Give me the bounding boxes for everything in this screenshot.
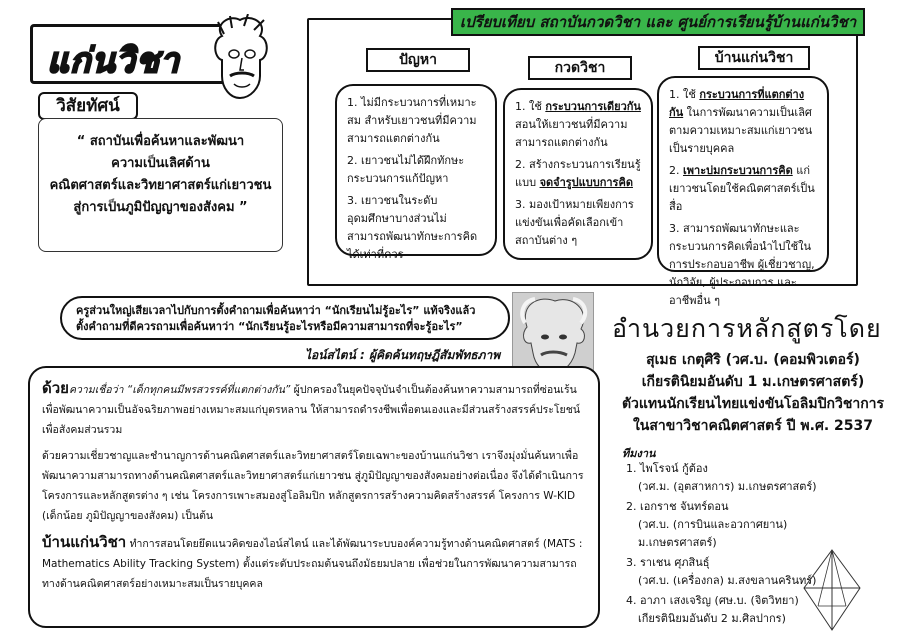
vision-line: ความเป็นเลิศด้าน xyxy=(111,156,210,171)
quote-line: ครูส่วนใหญ่เสียเวลาไปกับการตั้งคำถามเพื่อค้นหาว่า “นักเรียนไม่รู้อะไร” แท้จริงแล้ว xyxy=(76,304,476,317)
description-paragraph: ด้วยความเชื่อว่า “เด็กทุกคนมีพรสวรรค์ที่แตกต่างกัน” ผู้ปกครองในยุคปัจจุบันจำเป็นต้องค้นหาความสามารถที่ซ่อนเร้น เพื่อพัฒนาความเป็นอัจฉริยภาพอย่างเหมาะสมแก่บุตรหลาน ให้สามารถดำรงชีพเพื่อตนเองและมีส่วนสร้างสรรค์ประโยชน์เพื่อสังคมส่วนรวม xyxy=(42,379,581,436)
crystal-icon xyxy=(800,548,864,632)
einstein-caricature-icon xyxy=(210,14,272,100)
list-item: 2. เยาวชนไม่ได้ฝึกทักษะกระบวนการแก้ปัญหา xyxy=(347,154,465,185)
problem-header: ปัญหา xyxy=(366,48,470,72)
problem-list xyxy=(335,84,497,261)
description-paragraph: ด้วยความเชี่ยวชาญและชำนาญการด้านคณิตศาสตร์และวิทยาศาสตร์โดยเฉพาะของบ้านแก่นวิชา เราจึงมุ่งมั่นค้นหาเพื่อพัฒนาความสามารถทางด้านคณิตศาสตร์และวิทยาศาสตร์แก่เยาวชน สู่ภูมิปัญญาของสังคมอย่างต่อเนื่อง จึงได้ดำเนินการโครงการและหลักสูตรต่าง ๆ เช่น โครงการเพาะสมองสู่โอลิมปิก หลักสูตรการสร้างความคิดสร้างสรรค์ โครงการ W-KID (เด็กน้อย ภูมิปัญญาของสังคม) เป็นต้น xyxy=(42,450,584,522)
director-name: สุเมธ เกตุศิริ (วศ.บ. (คอมพิวเตอร์) เกียรตินิยมอันดับ 1 ม.เกษตรศาสตร์) ตัวแทนนักเรียนไทยแข่งขันโอลิมปิกวิชาการ ในสาขาวิชาคณิตศาสตร์ ปี พ.ศ. 2537 xyxy=(621,352,885,434)
list-item: 1. ไม่มีกระบวนการที่เหมาะสม สำหรับเยาวชนที่มีความสามารถแตกต่างกัน xyxy=(347,96,477,145)
quote-bubble xyxy=(60,296,510,340)
logo xyxy=(30,24,235,84)
vision-line: “ สถาบันเพื่อค้นหาและพัฒนา xyxy=(76,134,245,149)
list-item: 3. เยาวชนในระดับอุดมศึกษาบางส่วนไม่สามารถพัฒนาทักษะการคิดได้เท่าที่ควร xyxy=(347,194,478,261)
comparison-title: เปรียบเทียบ สถาบันกวดวิชา และ ศูนย์การเรียนรู้บ้านแก่นวิชา xyxy=(451,8,865,36)
list-item: 2. เอกราช จันทร์ดอน (วศ.บ. (การบินและอวกาศยาน) ม.เกษตรศาสตร์) xyxy=(626,500,788,549)
kaenwicha-header: บ้านแก่นวิชา xyxy=(698,46,810,70)
staff-label: ทีมงาน xyxy=(622,447,656,460)
description-box xyxy=(28,366,600,628)
director-title: อำนวยการหลักสูตรโดย xyxy=(612,314,882,343)
vision-line: สู่การเป็นภูมิปัญญาของสังคม ” xyxy=(73,200,248,215)
description-paragraph: บ้านแก่นวิชา ทำการสอนโดยยึดแนวคิดของไอน์สไตน์ และได้พัฒนาระบบองค์ความรู้ทางด้านคณิตศาสตร์ (MATS : Mathematics Ability Tracking System) ตั้งแต่ระดับประถมต้นจนถึงมัธยมปลาย เพื่อช่วยในการพัฒนาความสามารถทางด้านคณิตศาสตร์อย่างเหมาะสมเป็นรายบุคคล xyxy=(42,533,583,590)
list-item: 2. เพาะบ่มกระบวนการคิด แก่เยาวชนโดยใช้คณิตศาสตร์เป็นสื่อ xyxy=(669,164,815,213)
list-item: 1. ใช้ กระบวนการที่แตกต่างกัน ในการพัฒนาความเป็นเลิศ ตามความเหมาะสมแก่เยาวชนเป็นรายบุคคล xyxy=(669,88,813,155)
list-item: 4. อาภา เสงเจริญ (ศษ.บ. (จิตวิทยา) เกียรตินิยมอันดับ 2 ม.ศิลปากร) xyxy=(626,594,799,625)
list-item: 2. สร้างกระบวนการเรียนรู้แบบ จดจำรูปแบบการคิด xyxy=(515,158,641,189)
vision-title: วิสัยทัศน์ xyxy=(38,92,138,120)
list-item: 1. ใช้ กระบวนการเดียวกัน สอนให้เยาวชนที่มีความสามารถแตกต่างกัน xyxy=(515,100,641,149)
kaenwicha-list xyxy=(657,76,829,307)
quote-author: ไอน์สไตน์ : ผู้คิดค้นทฤษฎีสัมพัทธภาพ xyxy=(305,348,501,362)
logo-text: แก่นวิชา xyxy=(47,41,181,81)
list-item: 3. มองเป้าหมายเพียงการแข่งขันเพื่อคัดเลือกเข้าสถาบันต่าง ๆ xyxy=(515,198,634,247)
tutor-header: กวดวิชา xyxy=(528,56,632,80)
quote-line: ตั้งคำถามที่ดีควรถามเพื่อค้นหาว่า “นักเรียนรู้อะไรหรือมีความสามารถที่จะรู้อะไร” xyxy=(76,320,463,333)
vision-statement xyxy=(38,118,283,252)
list-item: 3. ราเชน ศุภสินธุ์ (วศ.บ. (เครื่องกล) ม.สงขลานครินทร์) xyxy=(626,556,817,587)
vision-line: คณิตศาสตร์และวิทยาศาสตร์แก่เยาวชน xyxy=(49,178,272,193)
tutor-list xyxy=(503,88,653,260)
list-item: 3. สามารถพัฒนาทักษะและกระบวนการคิดเพื่อนำไปใช้ในการประกอบอาชีพ ผู้เชี่ยวชาญ, นักวิจัย, ผู้ประกอบการ และอาชีพอื่น ๆ xyxy=(669,222,815,307)
list-item: 1. ไพโรจน์ กู้ต้อง (วศ.ม. (อุตสาหการ) ม.เกษตรศาสตร์) xyxy=(626,462,817,493)
